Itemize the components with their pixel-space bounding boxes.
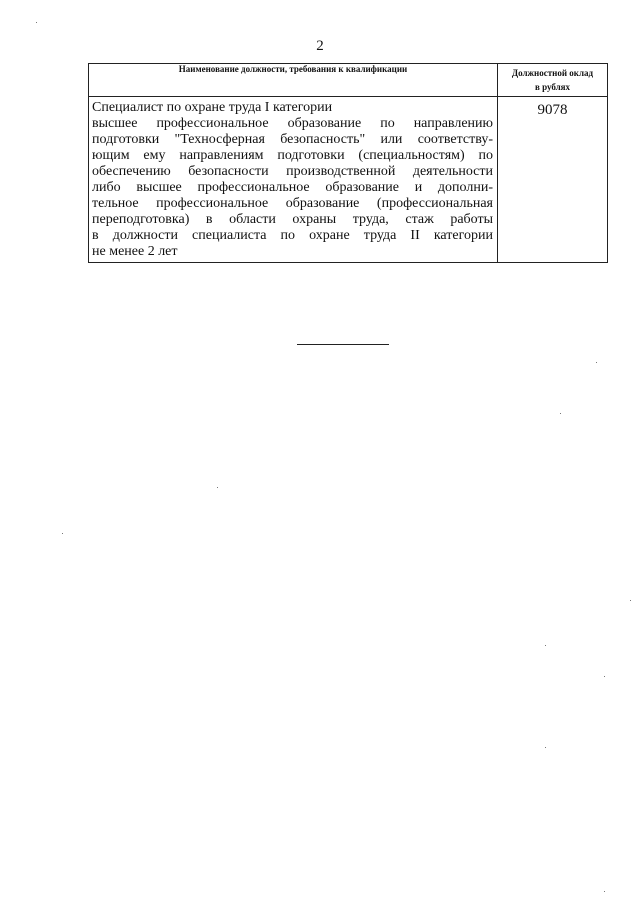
scan-speck bbox=[596, 362, 597, 363]
scan-speck bbox=[545, 747, 546, 748]
table-row bbox=[89, 97, 608, 263]
page-number: 2 bbox=[316, 38, 324, 54]
requirements-line: в должности специалиста по охране труда II категории bbox=[92, 228, 493, 243]
scan-speck bbox=[604, 891, 605, 892]
header-salary bbox=[498, 64, 608, 97]
requirements-line: тельное профессиональное образование (профессиональная bbox=[92, 196, 493, 211]
scan-speck bbox=[630, 600, 631, 601]
end-of-document-rule bbox=[297, 344, 389, 345]
requirements-line: подготовки "Техносферная безопасность" или соответству- bbox=[92, 132, 493, 147]
header-position-requirements: Наименование должности, требования к квалификации bbox=[89, 64, 498, 97]
requirements-line: либо высшее профессиональное образование и дополни- bbox=[92, 180, 493, 195]
header-salary-line2: в рублях bbox=[534, 82, 571, 92]
requirements-line: не менее 2 лет bbox=[92, 244, 178, 259]
requirements-line: ющим ему направлениям подготовки (специальностям) по bbox=[92, 148, 493, 163]
scan-speck bbox=[560, 413, 561, 414]
scan-speck bbox=[545, 645, 546, 646]
requirements-line: высшее профессиональное образование по направлению bbox=[92, 116, 493, 131]
position-title: Специалист по охране труда I категории bbox=[92, 100, 333, 115]
scan-speck bbox=[604, 676, 605, 677]
table-header-row bbox=[89, 64, 608, 97]
salary-table bbox=[88, 63, 608, 263]
requirements-line: обеспечению безопасности производственной деятельности bbox=[92, 164, 493, 179]
scan-speck bbox=[36, 22, 37, 23]
header-salary-line1: Должностной оклад bbox=[511, 68, 594, 78]
requirements-line: переподготовка) в области охраны труда, стаж работы bbox=[92, 212, 493, 227]
salary-cell: 9078 bbox=[498, 97, 608, 263]
scan-speck bbox=[62, 533, 63, 534]
scan-speck bbox=[217, 487, 218, 488]
position-cell bbox=[89, 97, 498, 263]
